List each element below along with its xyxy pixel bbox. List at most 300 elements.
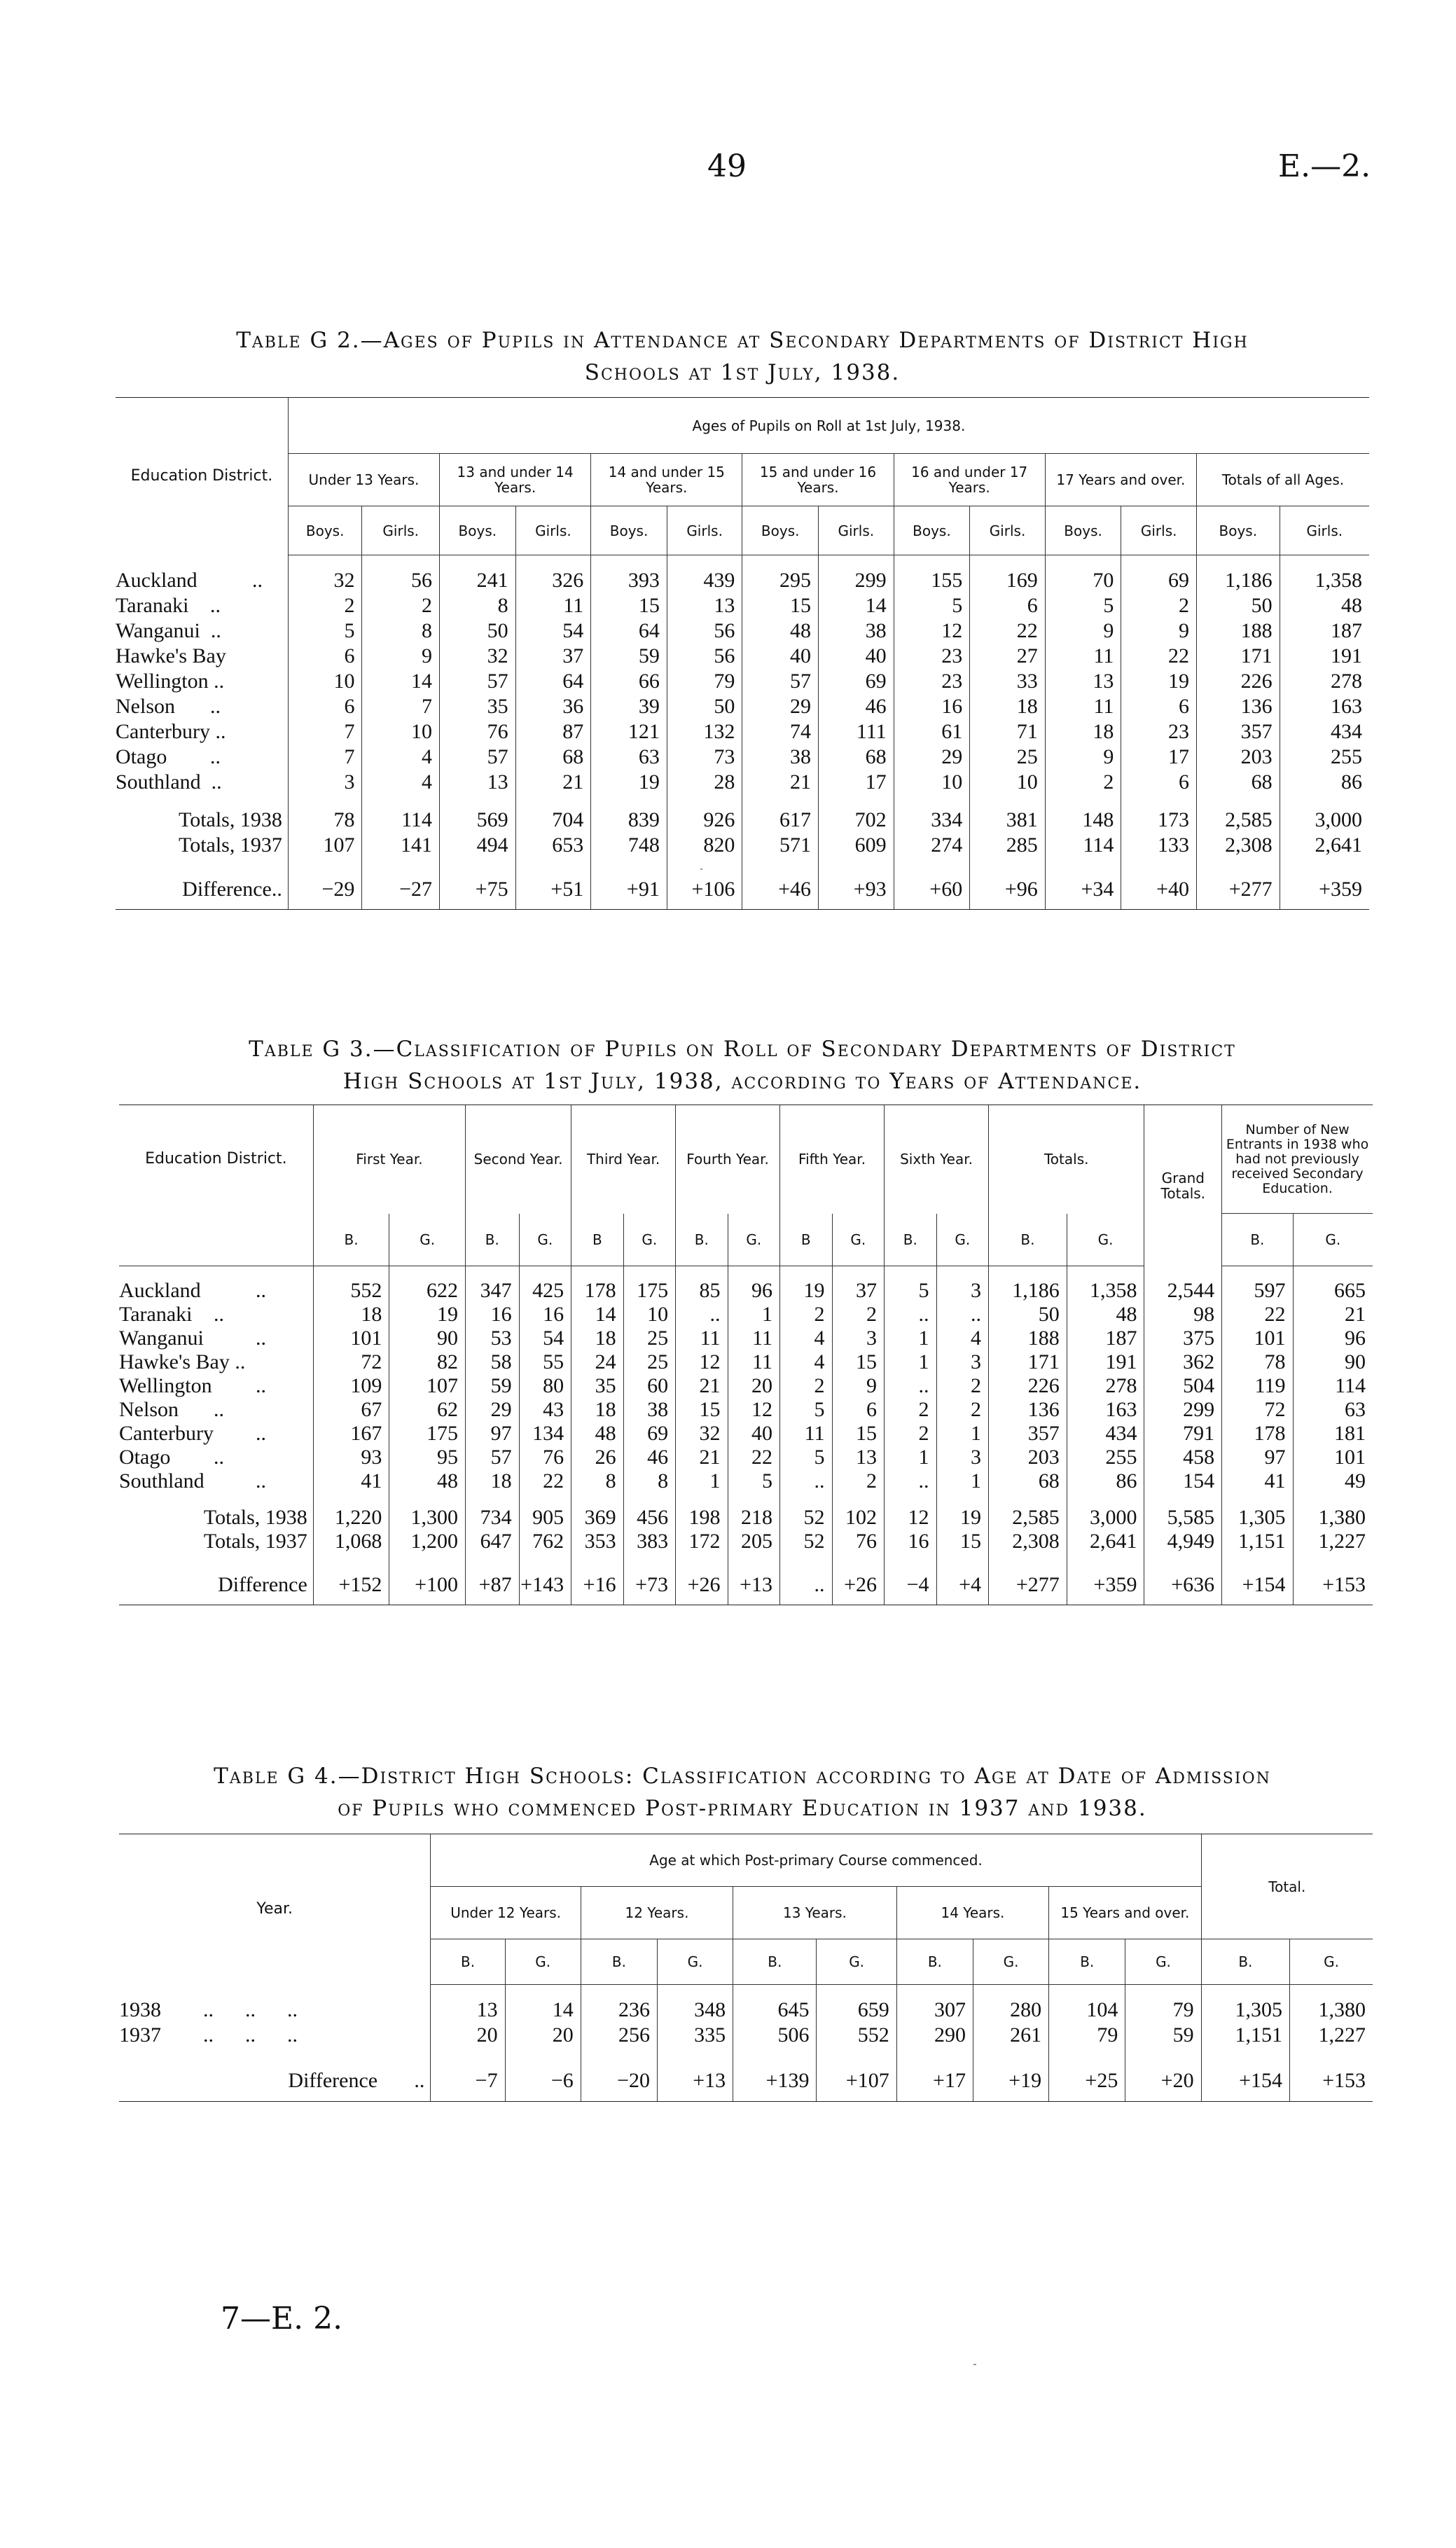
totals-row <box>116 833 1369 858</box>
table-row <box>119 1374 1373 1398</box>
cell-value: 11 <box>1045 694 1121 719</box>
cell-value: 11 <box>676 1327 728 1350</box>
cell-value: 178 <box>571 1279 623 1303</box>
g4-sub-header: B. <box>581 1939 657 1985</box>
cell-value: 11 <box>728 1327 780 1350</box>
cell-value: 17 <box>1121 745 1197 770</box>
cell-value: 494 <box>440 833 516 858</box>
table-row <box>119 2023 1373 2048</box>
g3-sub-header: B. <box>313 1214 389 1266</box>
cell-value: 50 <box>667 694 742 719</box>
cell-value: 13 <box>440 770 516 795</box>
cell-value: 25 <box>623 1350 675 1374</box>
cell-value: 27 <box>970 644 1046 669</box>
cell-value: 132 <box>667 719 742 745</box>
cell-value: 12 <box>728 1398 780 1422</box>
cell-value: 29 <box>742 694 819 719</box>
cell-value: 109 <box>313 1374 389 1398</box>
cell-value: 381 <box>970 808 1046 833</box>
cell-value: 154 <box>1144 1469 1222 1493</box>
cell-value: 335 <box>657 2023 733 2048</box>
district-name: Taranaki .. <box>116 594 221 617</box>
cell-value: +139 <box>733 2061 817 2101</box>
cell-value: 13 <box>667 593 742 618</box>
cell-value: 15 <box>591 593 667 618</box>
cell-value: 1 <box>936 1422 989 1446</box>
cell-value: 172 <box>676 1530 728 1553</box>
cell-value: 60 <box>623 1374 675 1398</box>
cell-value: 40 <box>819 644 894 669</box>
cell-value: 2,585 <box>989 1506 1067 1530</box>
table-row <box>119 1350 1373 1374</box>
cell-value: 16 <box>519 1303 571 1327</box>
cell-value: 23 <box>1121 719 1197 745</box>
cell-value: 56 <box>667 644 742 669</box>
cell-value: 905 <box>519 1506 571 1530</box>
cell-value: 72 <box>313 1350 389 1374</box>
cell-value: 121 <box>591 719 667 745</box>
district-name: Totals, 1938 <box>203 1506 307 1529</box>
g2-sub-header: Girls. <box>1280 506 1369 555</box>
cell-value: 1,200 <box>389 1530 466 1553</box>
district-name: Auckland .. <box>119 1279 266 1302</box>
g4-sub-header: G. <box>1290 1939 1373 1985</box>
cell-value: 5,585 <box>1144 1506 1222 1530</box>
cell-value: 107 <box>288 833 362 858</box>
cell-value: 32 <box>676 1422 728 1446</box>
cell-value: 1,068 <box>313 1530 389 1553</box>
cell-value: 9 <box>1121 618 1197 644</box>
cell-value: .. <box>936 1303 989 1327</box>
table-g3-title-line1: Table G 3.—Classification of Pupils on Roll of Secondary Departments of District <box>249 1037 1236 1062</box>
cell-value: 9 <box>362 644 440 669</box>
g4-sub-header: B. <box>431 1939 505 1985</box>
cell-value: 41 <box>313 1469 389 1493</box>
cell-value: 20 <box>431 2023 505 2048</box>
cell-value: 188 <box>989 1327 1067 1350</box>
cell-value: 54 <box>519 1327 571 1350</box>
cell-value: 79 <box>667 669 742 694</box>
cell-value: 456 <box>623 1506 675 1530</box>
cell-value: 57 <box>466 1446 520 1469</box>
cell-value: 175 <box>389 1422 466 1446</box>
cell-value: 3,000 <box>1280 808 1369 833</box>
g4-group-header: 14 Years. <box>896 1887 1048 1939</box>
cell-value: 163 <box>1067 1398 1144 1422</box>
cell-value: 2,308 <box>989 1530 1067 1553</box>
cell-value: 173 <box>1121 808 1197 833</box>
cell-value: 43 <box>519 1398 571 1422</box>
cell-value: 2 <box>885 1422 936 1446</box>
g3-stub-header: Education District. <box>119 1105 313 1214</box>
g2-sub-header: Girls. <box>667 506 742 555</box>
g2-sub-header: Girls. <box>1121 506 1197 555</box>
cell-value: 6 <box>970 593 1046 618</box>
cell-value: 622 <box>389 1279 466 1303</box>
cell-value: 95 <box>389 1446 466 1469</box>
cell-value: 79 <box>1049 2023 1125 2048</box>
cell-value: 280 <box>973 1997 1048 2023</box>
district-name: Totals, 1937 <box>203 1530 307 1553</box>
district-name: Canterbury .. <box>119 1422 266 1445</box>
cell-value: 20 <box>728 1374 780 1398</box>
cell-value: 256 <box>581 2023 657 2048</box>
g3-group-header: First Year. <box>313 1105 465 1214</box>
g2-sub-header: Girls. <box>819 506 894 555</box>
cell-value: 2 <box>832 1303 885 1327</box>
cell-value: 19 <box>591 770 667 795</box>
cell-value: 171 <box>989 1350 1067 1374</box>
district-name: Totals, 1938 <box>178 808 282 831</box>
g3-sub-header: B. <box>1222 1214 1293 1266</box>
cell-value: 1,186 <box>989 1279 1067 1303</box>
cell-value: 8 <box>362 618 440 644</box>
cell-value: 5 <box>780 1446 832 1469</box>
table-g4-title <box>116 1760 1369 1825</box>
table-row <box>119 1446 1373 1469</box>
cell-value: 21 <box>1293 1303 1373 1327</box>
cell-value: +143 <box>519 1566 571 1605</box>
cell-value: 148 <box>1045 808 1121 833</box>
cell-value: 21 <box>515 770 591 795</box>
table-g4 <box>119 1834 1373 2102</box>
cell-value: 353 <box>571 1530 623 1553</box>
cell-value: 299 <box>819 568 894 593</box>
g3-sub-header: B <box>780 1214 832 1266</box>
cell-value: +26 <box>676 1566 728 1605</box>
cell-value: 1,151 <box>1222 1530 1293 1553</box>
cell-value: 10 <box>970 770 1046 795</box>
g3-sub-header: G. <box>728 1214 780 1266</box>
cell-value: 569 <box>440 808 516 833</box>
cell-value: 278 <box>1067 1374 1144 1398</box>
cell-value: 50 <box>1196 593 1280 618</box>
g4-sub-header: B. <box>1201 1939 1289 1985</box>
cell-value: 14 <box>819 593 894 618</box>
district-name: Difference .. <box>119 2061 431 2101</box>
cell-value: 1,358 <box>1067 1279 1144 1303</box>
g2-super-header: Ages of Pupils on Roll at 1st July, 1938. <box>288 398 1369 454</box>
cell-value: 1,300 <box>389 1506 466 1530</box>
cell-value: 7 <box>362 694 440 719</box>
district-name: Otago .. <box>116 745 221 768</box>
cell-value: −7 <box>431 2061 505 2101</box>
cell-value: 57 <box>440 669 516 694</box>
table-row <box>119 1997 1373 2023</box>
difference-row <box>119 2061 1373 2101</box>
cell-value: +16 <box>571 1566 623 1605</box>
cell-value: 1,227 <box>1290 2023 1373 2048</box>
cell-value: 78 <box>288 808 362 833</box>
cell-value: +60 <box>894 871 970 909</box>
cell-value: +46 <box>742 871 819 909</box>
cell-value: 6 <box>288 694 362 719</box>
cell-value: +91 <box>591 871 667 909</box>
district-name: Hawke's Bay .. <box>119 1350 246 1373</box>
cell-value: 504 <box>1144 1374 1222 1398</box>
cell-value: 191 <box>1067 1350 1144 1374</box>
g4-sub-header: G. <box>1125 1939 1201 1985</box>
cell-value: 9 <box>1045 618 1121 644</box>
cell-value: +277 <box>1196 871 1280 909</box>
district-name: Otago .. <box>119 1446 224 1469</box>
district-name: Difference.. <box>116 871 288 909</box>
cell-value: 326 <box>515 568 591 593</box>
cell-value: 68 <box>819 745 894 770</box>
cell-value: 434 <box>1280 719 1369 745</box>
totals-row <box>116 808 1369 833</box>
cell-value: 5 <box>288 618 362 644</box>
cell-value: 4,949 <box>1144 1530 1222 1553</box>
cell-value: 90 <box>1293 1350 1373 1374</box>
page-footer: 7—E. 2. <box>221 2301 343 2336</box>
g2-sub-header: Boys. <box>440 506 516 555</box>
cell-value: 25 <box>970 745 1046 770</box>
g3-sub-header: G. <box>623 1214 675 1266</box>
table-g2-title <box>116 324 1369 389</box>
cell-value: 295 <box>742 568 819 593</box>
cell-value: 18 <box>313 1303 389 1327</box>
cell-value: 20 <box>505 2023 581 2048</box>
g3-sub-header: G. <box>1293 1214 1373 1266</box>
cell-value: 69 <box>1121 568 1197 593</box>
cell-value: 87 <box>515 719 591 745</box>
cell-value: 64 <box>591 618 667 644</box>
cell-value: 2 <box>832 1469 885 1493</box>
cell-value: +4 <box>936 1566 989 1605</box>
cell-value: 141 <box>362 833 440 858</box>
cell-value: 48 <box>1067 1303 1144 1327</box>
table-g3 <box>119 1105 1373 1605</box>
district-name: Wellington .. <box>116 670 225 693</box>
cell-value: 56 <box>362 568 440 593</box>
cell-value: 609 <box>819 833 894 858</box>
cell-value: 653 <box>515 833 591 858</box>
cell-value: 290 <box>896 2023 973 2048</box>
table-row <box>119 1469 1373 1493</box>
district-name: Taranaki .. <box>119 1303 224 1326</box>
cell-value: 820 <box>667 833 742 858</box>
g4-group-header: 15 Years and over. <box>1049 1887 1202 1939</box>
cell-value: .. <box>780 1469 832 1493</box>
g3-sub-header: B. <box>989 1214 1067 1266</box>
cell-value: 18 <box>571 1398 623 1422</box>
cell-value: 926 <box>667 808 742 833</box>
cell-value: −27 <box>362 871 440 909</box>
g4-group-header: 13 Years. <box>733 1887 897 1939</box>
cell-value: 5 <box>1045 593 1121 618</box>
cell-value: 12 <box>676 1350 728 1374</box>
cell-value: 24 <box>571 1350 623 1374</box>
table-g4-title-line2: of Pupils who commenced Post-primary Education in 1937 and 1938. <box>338 1796 1147 1821</box>
cell-value: 46 <box>819 694 894 719</box>
table-row <box>116 770 1369 795</box>
cell-value: 21 <box>676 1446 728 1469</box>
cell-value: 72 <box>1222 1398 1293 1422</box>
g2-sub-header: Boys. <box>894 506 970 555</box>
cell-value: 33 <box>970 669 1046 694</box>
cell-value: 73 <box>667 745 742 770</box>
g4-super-header: Age at which Post-primary Course commenced. <box>431 1834 1201 1887</box>
cell-value: 21 <box>742 770 819 795</box>
cell-value: 375 <box>1144 1327 1222 1350</box>
cell-value: +93 <box>819 871 894 909</box>
g3-sub-header: B. <box>676 1214 728 1266</box>
cell-value: 38 <box>819 618 894 644</box>
cell-value: 1,305 <box>1201 1997 1289 2023</box>
cell-value: 169 <box>970 568 1046 593</box>
cell-value: 133 <box>1121 833 1197 858</box>
g3-new-entrants-header: Number of New Entrants in 1938 who had not previously received Secondary Education. <box>1222 1105 1373 1214</box>
district-name: 1938 .. .. .. <box>119 1998 298 2021</box>
cell-value: 66 <box>591 669 667 694</box>
g2-sub-header: Girls. <box>970 506 1046 555</box>
cell-value: 645 <box>733 1997 817 2023</box>
cell-value: 357 <box>1196 719 1280 745</box>
g2-group-header: 14 and under 15 Years. <box>591 454 742 506</box>
cell-value: +51 <box>515 871 591 909</box>
cell-value: 278 <box>1280 669 1369 694</box>
table-row <box>116 719 1369 745</box>
cell-value: 19 <box>1121 669 1197 694</box>
cell-value: 18 <box>466 1469 520 1493</box>
cell-value: 1,151 <box>1201 2023 1289 2048</box>
g2-group-header: 15 and under 16 Years. <box>742 454 894 506</box>
cell-value: 357 <box>989 1422 1067 1446</box>
cell-value: 38 <box>742 745 819 770</box>
cell-value: 5 <box>885 1279 936 1303</box>
cell-value: 69 <box>819 669 894 694</box>
table-g2 <box>116 397 1369 910</box>
totals-row <box>119 1530 1373 1553</box>
g4-sub-header: B. <box>1049 1939 1125 1985</box>
cell-value: 1 <box>728 1303 780 1327</box>
cell-value: 839 <box>591 808 667 833</box>
g2-stub-header: Education District. <box>116 398 288 555</box>
cell-value: 348 <box>657 1997 733 2023</box>
cell-value: 22 <box>519 1469 571 1493</box>
cell-value: 52 <box>780 1530 832 1553</box>
g3-sub-header: G. <box>936 1214 989 1266</box>
cell-value: 14 <box>571 1303 623 1327</box>
g3-sub-header: G. <box>519 1214 571 1266</box>
cell-value: 748 <box>591 833 667 858</box>
cell-value: +359 <box>1280 871 1369 909</box>
cell-value: 1,358 <box>1280 568 1369 593</box>
cell-value: −29 <box>288 871 362 909</box>
g3-sub-header: G. <box>389 1214 466 1266</box>
district-name: Hawke's Bay <box>116 644 226 667</box>
g3-sub-header: G. <box>832 1214 885 1266</box>
cell-value: 37 <box>515 644 591 669</box>
cell-value: 52 <box>780 1506 832 1530</box>
cell-value: 5 <box>780 1398 832 1422</box>
cell-value: 7 <box>288 745 362 770</box>
cell-value: 86 <box>1067 1469 1144 1493</box>
district-name: Auckland .. <box>116 569 263 592</box>
cell-value: 7 <box>288 719 362 745</box>
cell-value: 55 <box>519 1350 571 1374</box>
cell-value: 791 <box>1144 1422 1222 1446</box>
cell-value: 12 <box>885 1506 936 1530</box>
cell-value: 347 <box>466 1279 520 1303</box>
g3-group-header: Second Year. <box>466 1105 571 1214</box>
cell-value: 439 <box>667 568 742 593</box>
cell-value: 23 <box>894 644 970 669</box>
cell-value: +75 <box>440 871 516 909</box>
cell-value: 6 <box>288 644 362 669</box>
cell-value: 76 <box>832 1530 885 1553</box>
cell-value: 552 <box>817 2023 896 2048</box>
cell-value: 4 <box>780 1327 832 1350</box>
table-row <box>116 669 1369 694</box>
cell-value: 1,220 <box>313 1506 389 1530</box>
cell-value: 98 <box>1144 1303 1222 1327</box>
cell-value: 35 <box>571 1374 623 1398</box>
cell-value: 136 <box>1196 694 1280 719</box>
cell-value: 48 <box>571 1422 623 1446</box>
g2-sub-header: Boys. <box>1196 506 1280 555</box>
cell-value: 383 <box>623 1530 675 1553</box>
g2-group-header: 13 and under 14 Years. <box>440 454 591 506</box>
cell-value: 734 <box>466 1506 520 1530</box>
ink-speck <box>700 868 702 870</box>
cell-value: 1 <box>885 1327 936 1350</box>
cell-value: 104 <box>1049 1997 1125 2023</box>
cell-value: 40 <box>742 644 819 669</box>
cell-value: 63 <box>1293 1398 1373 1422</box>
cell-value: 3 <box>936 1446 989 1469</box>
cell-value: 167 <box>313 1422 389 1446</box>
cell-value: 8 <box>571 1469 623 1493</box>
cell-value: 86 <box>1280 770 1369 795</box>
district-name: Nelson .. <box>119 1398 224 1421</box>
cell-value: 11 <box>1045 644 1121 669</box>
section-reference: E.—2. <box>1278 148 1371 184</box>
cell-value: +154 <box>1222 1566 1293 1605</box>
cell-value: +34 <box>1045 871 1121 909</box>
cell-value: 15 <box>832 1422 885 1446</box>
difference-row <box>116 871 1369 909</box>
cell-value: 22 <box>1121 644 1197 669</box>
cell-value: +153 <box>1290 2061 1373 2101</box>
cell-value: −4 <box>885 1566 936 1605</box>
district-name: Wanganui .. <box>119 1327 266 1350</box>
cell-value: 10 <box>288 669 362 694</box>
cell-value: 37 <box>832 1279 885 1303</box>
cell-value: +17 <box>896 2061 973 2101</box>
cell-value: 9 <box>1045 745 1121 770</box>
cell-value: 36 <box>515 694 591 719</box>
cell-value: 702 <box>819 808 894 833</box>
cell-value: 78 <box>1222 1350 1293 1374</box>
cell-value: 111 <box>819 719 894 745</box>
cell-value: 12 <box>894 618 970 644</box>
cell-value: 28 <box>667 770 742 795</box>
cell-value: 191 <box>1280 644 1369 669</box>
page-number: 49 <box>707 148 747 184</box>
g2-sub-header: Boys. <box>288 506 362 555</box>
cell-value: 18 <box>1045 719 1121 745</box>
cell-value: 1 <box>936 1469 989 1493</box>
cell-value: 2 <box>780 1303 832 1327</box>
cell-value: 26 <box>571 1446 623 1469</box>
cell-value: 14 <box>505 1997 581 2023</box>
table-row <box>116 745 1369 770</box>
cell-value: 107 <box>389 1374 466 1398</box>
cell-value: 15 <box>676 1398 728 1422</box>
cell-value: 334 <box>894 808 970 833</box>
